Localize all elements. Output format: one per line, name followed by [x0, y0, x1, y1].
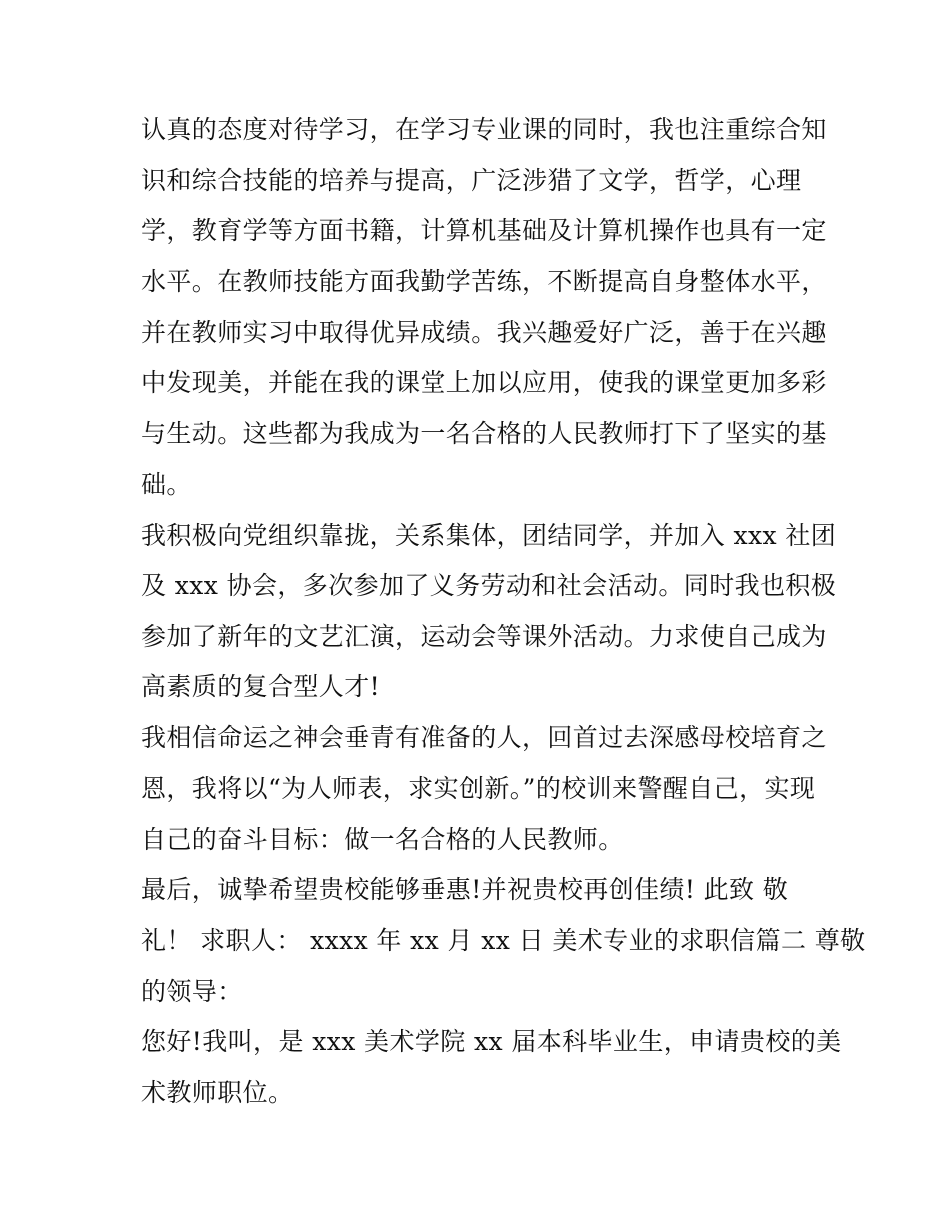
- text-line: 参加了新年的文艺汇演，运动会等课外活动。力求使自己成为: [141, 622, 827, 651]
- text-line: 您好!我叫，是 xxx 美术学院 xx 届本科毕业生，申请贵校的美: [141, 1027, 842, 1056]
- text-line: 我相信命运之神会垂青有准备的人，回首过去深感母校培育之: [141, 723, 827, 752]
- text-line: 最后，诚挚希望贵校能够垂惠!并祝贵校再创佳绩! 此致 敬: [141, 875, 789, 904]
- text-line: 与生动。这些都为我成为一名合格的人民教师打下了坚实的基: [141, 419, 827, 448]
- text-line: 术教师职位。: [141, 1078, 294, 1107]
- text-line: 我积极向党组织靠拢，关系集体，团结同学，并加入 xxx 社团: [141, 521, 837, 550]
- text-line: 恩，我将以“为人师表，求实创新。”的校训来警醒自己，实现: [141, 774, 816, 803]
- text-line: 高素质的复合型人才!: [141, 672, 381, 701]
- text-line: 自己的奋斗目标：做一名合格的人民教师。: [141, 825, 624, 854]
- text-line: 础。: [141, 470, 192, 499]
- text-line: 认真的态度对待学习，在学习专业课的同时，我也注重综合知: [141, 115, 827, 144]
- text-line: 并在教师实习中取得优异成绩。我兴趣爱好广泛，善于在兴趣: [141, 318, 827, 347]
- text-line: 中发现美，并能在我的课堂上加以应用，使我的课堂更加多彩: [141, 368, 827, 397]
- text-line: 的领导：: [141, 977, 243, 1006]
- text-line: 礼！ 求职人： xxxx 年 xx 月 xx 日 美术专业的求职信篇二 尊敬: [141, 926, 866, 955]
- text-line: 及 xxx 协会，多次参加了义务劳动和社会活动。同时我也积极: [141, 571, 837, 600]
- text-line: 识和综合技能的培养与提高，广泛涉猎了文学，哲学，心理: [141, 166, 802, 195]
- text-line: 水平。在教师技能方面我勤学苦练，不断提高自身整体水平，: [141, 267, 827, 296]
- text-line: 学，教育学等方面书籍，计算机基础及计算机操作也具有一定: [141, 216, 827, 245]
